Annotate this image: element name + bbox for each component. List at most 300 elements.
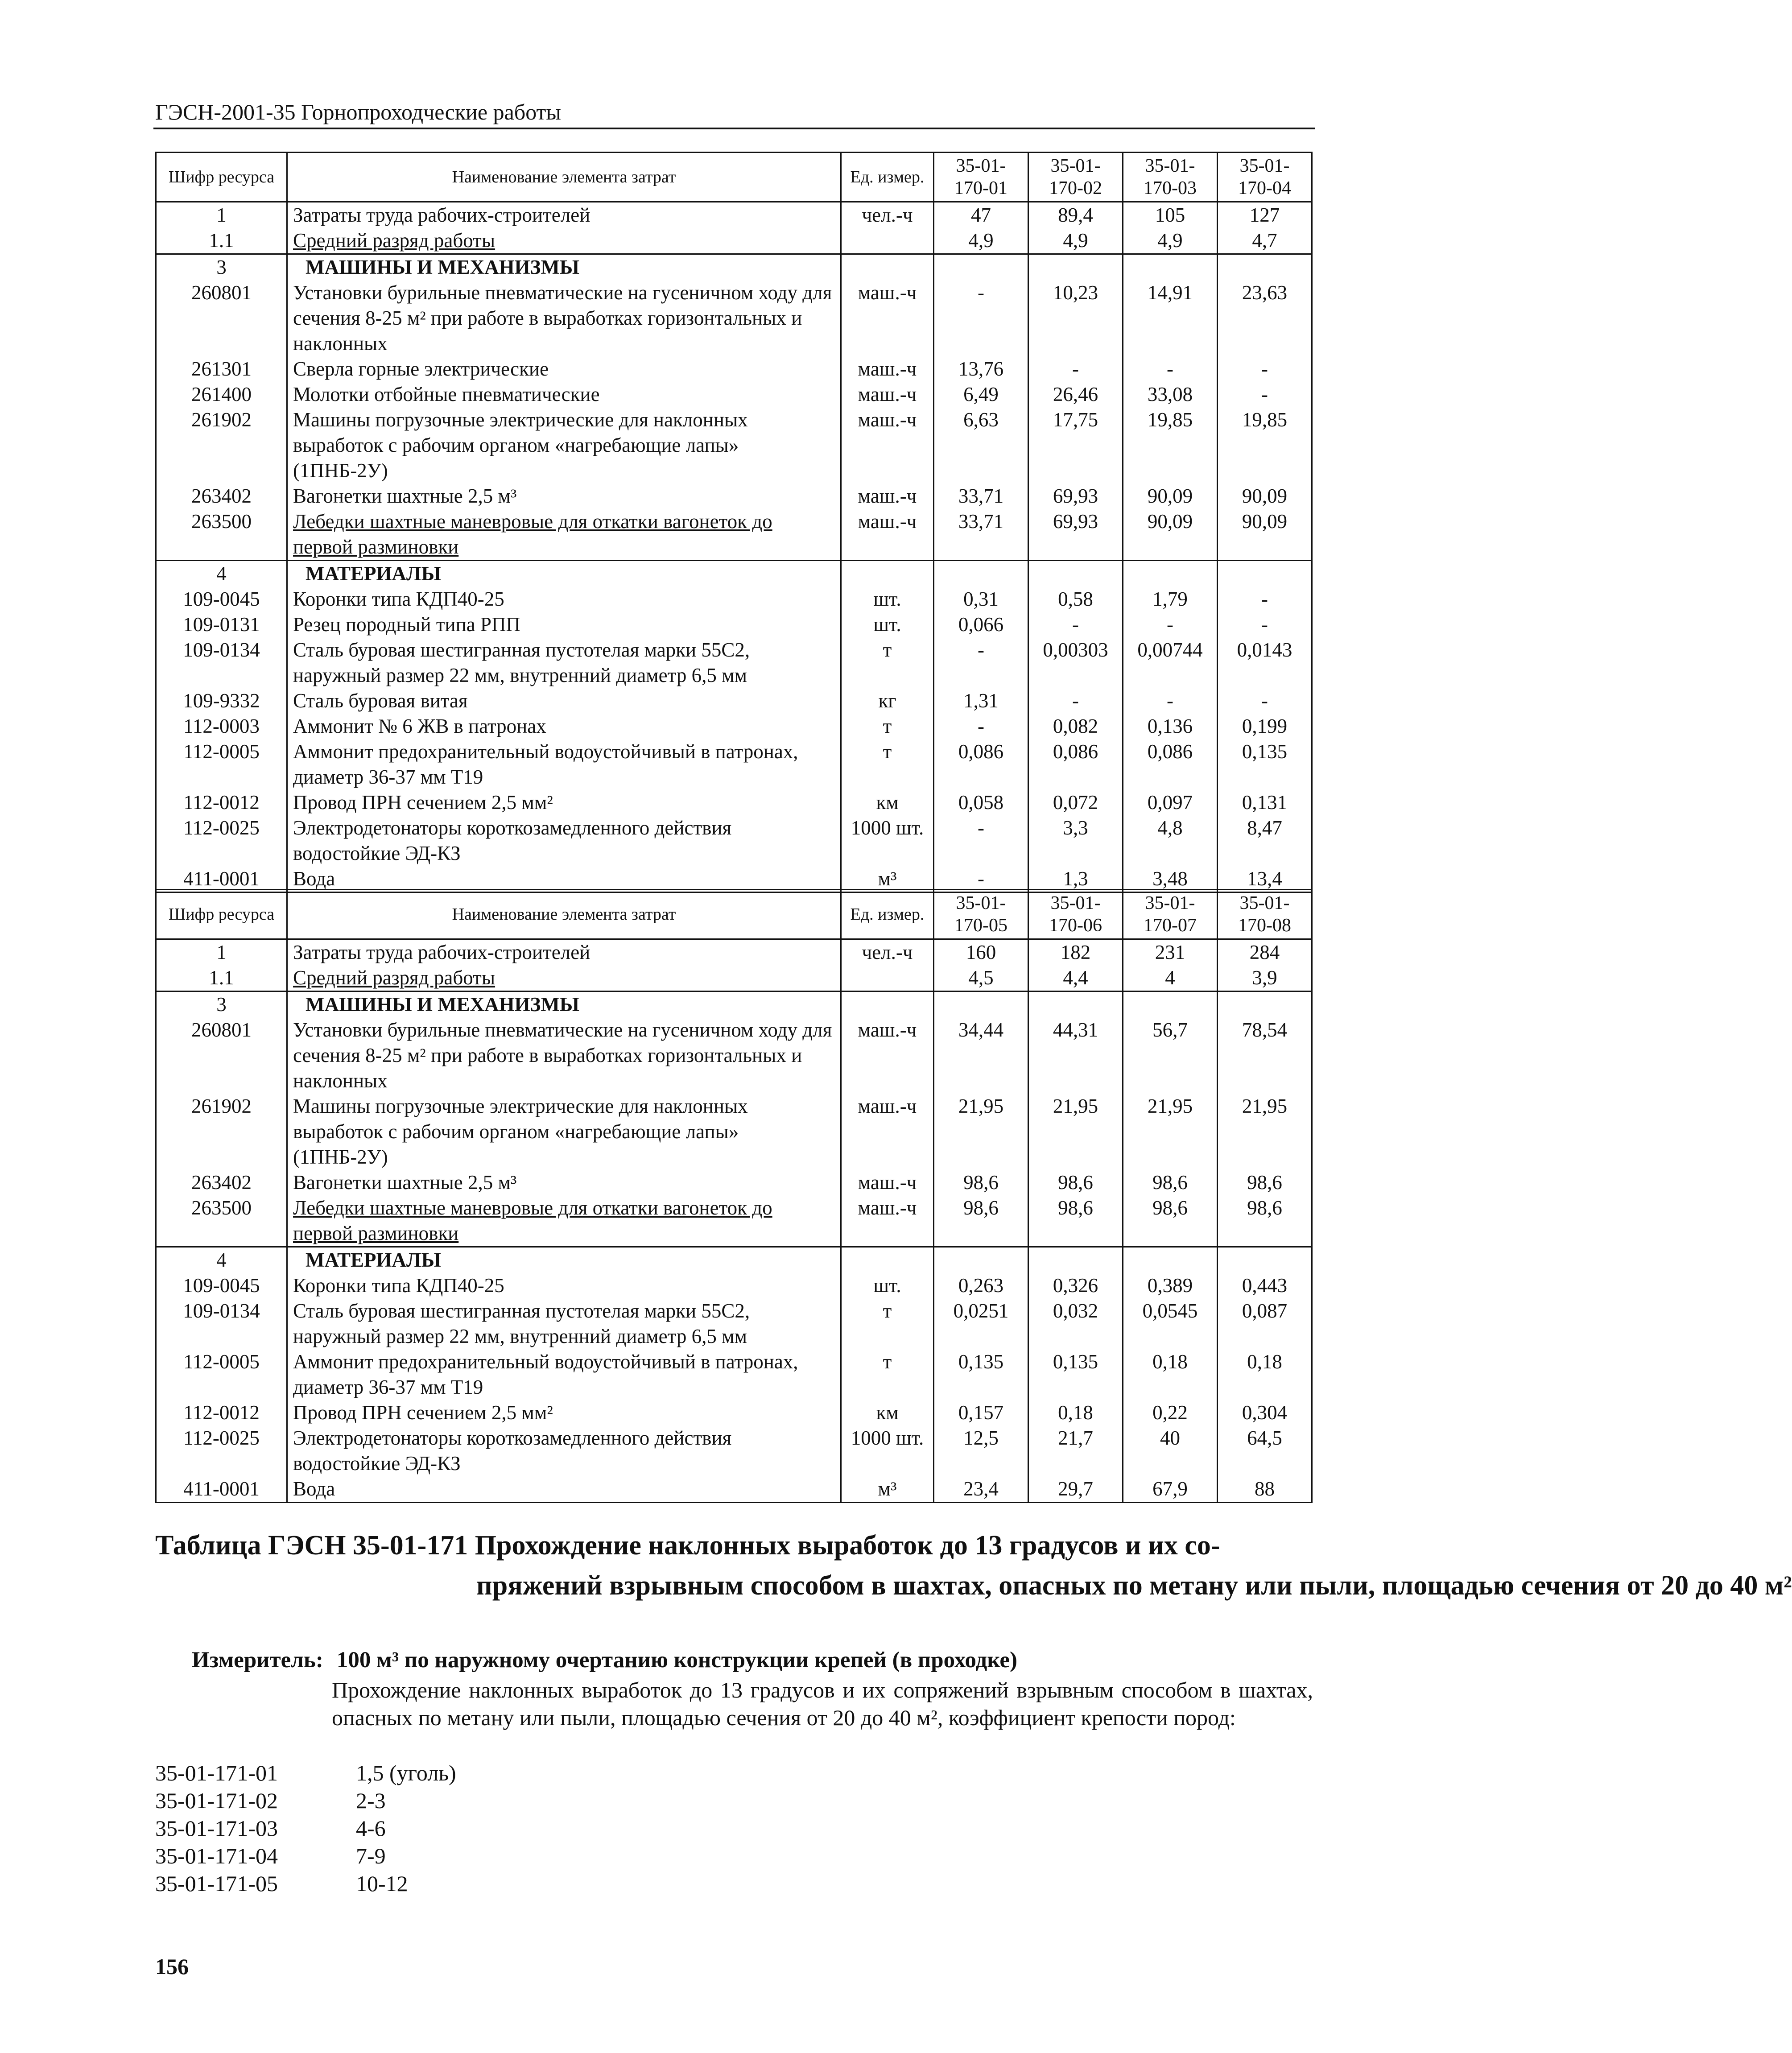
table-row: [156, 815, 1312, 866]
resource-unit: т: [841, 637, 934, 688]
resource-value: 0,00303: [1028, 637, 1123, 688]
resource-value: 13,4: [1218, 866, 1312, 892]
resource-value: 0,263: [934, 1273, 1028, 1298]
resource-value: 0,0545: [1123, 1298, 1218, 1349]
resource-value: -: [1218, 587, 1312, 612]
table-row: [156, 1298, 1312, 1349]
resource-name: Электродетонаторы короткозамедленного действия водостойкие ЭД-КЗ: [287, 1425, 841, 1476]
resource-value: 98,6: [1123, 1170, 1218, 1195]
table-row: [156, 356, 1312, 382]
header-col-code: 35-01- 170-08: [1218, 890, 1312, 939]
resource-value: 69,93: [1028, 509, 1123, 561]
resource-value: 34,44: [934, 1017, 1028, 1094]
resource-code: 109-0134: [156, 637, 287, 688]
resource-value: [1123, 254, 1218, 281]
resource-name: МАШИНЫ И МЕХАНИЗМЫ: [287, 254, 841, 281]
table-row: [156, 1017, 1312, 1094]
resource-table-1: [155, 152, 1313, 893]
resource-value: 0,0251: [934, 1298, 1028, 1349]
resource-value: 98,6: [1028, 1170, 1123, 1195]
resource-name: Провод ПРН сечением 2,5 мм²: [287, 1400, 841, 1425]
resource-value: 127: [1218, 202, 1312, 228]
resource-value: -: [1218, 612, 1312, 637]
header-name: Наименование элемента затрат: [287, 890, 841, 939]
resource-name: Лебедки шахтные маневровые для откатки вагонеток до первой разминовки: [287, 509, 841, 561]
code-row: [155, 1759, 456, 1787]
resource-value: 33,71: [934, 509, 1028, 561]
resource-value: 21,7: [1028, 1425, 1123, 1476]
resource-value: 98,6: [934, 1170, 1028, 1195]
resource-code: 109-9332: [156, 688, 287, 714]
header-unit: Ед. измер.: [841, 890, 934, 939]
resource-code: 1: [156, 202, 287, 228]
resource-value: [934, 561, 1028, 587]
resource-value: 98,6: [1028, 1195, 1123, 1247]
resource-code: 4: [156, 1247, 287, 1273]
resource-code: 112-0005: [156, 1349, 287, 1400]
resource-name: Вода: [287, 1476, 841, 1503]
resource-value: 0,087: [1218, 1298, 1312, 1349]
resource-unit: км: [841, 790, 934, 815]
resource-code: 260801: [156, 280, 287, 356]
resource-value: 29,7: [1028, 1476, 1123, 1503]
resource-unit: [841, 965, 934, 991]
table-row: [156, 1400, 1312, 1425]
resource-code: 3: [156, 254, 287, 281]
table-row: [156, 1195, 1312, 1247]
table-row: [156, 587, 1312, 612]
code-row: [155, 1870, 456, 1897]
resource-value: 6,49: [934, 382, 1028, 407]
resource-unit: маш.-ч: [841, 1094, 934, 1170]
resource-value: -: [1028, 612, 1123, 637]
norm-code: 35-01-171-02: [155, 1788, 278, 1813]
resource-code: 261902: [156, 407, 287, 483]
resource-value: -: [934, 866, 1028, 892]
resource-name: Средний разряд работы: [287, 965, 841, 991]
resource-value: -: [1218, 382, 1312, 407]
resource-value: 0,157: [934, 1400, 1028, 1425]
table-row: [156, 1247, 1312, 1273]
measurer: [192, 1647, 1017, 1673]
resource-unit: маш.-ч: [841, 1170, 934, 1195]
resource-value: 0,135: [934, 1349, 1028, 1400]
resource-value: [1123, 1247, 1218, 1273]
resource-value: 6,63: [934, 407, 1028, 483]
resource-code: 109-0131: [156, 612, 287, 637]
table-row: [156, 790, 1312, 815]
resource-unit: 1000 шт.: [841, 815, 934, 866]
description: Прохождение наклонных выработок до 13 градусов и их сопряжений взрывным способом в шахтах, опасных по метану или пыли, площадью сечения от 20 до 40 м², коэффициент крепости пород:: [332, 1677, 1313, 1730]
resource-value: 40: [1123, 1425, 1218, 1476]
resource-value: [1028, 254, 1123, 281]
code-row: [155, 1787, 456, 1814]
resource-code: 1.1: [156, 965, 287, 991]
resource-value: [1028, 991, 1123, 1018]
resource-unit: чел.-ч: [841, 202, 934, 228]
resource-value: 98,6: [934, 1195, 1028, 1247]
table-row: [156, 561, 1312, 587]
table-row: [156, 637, 1312, 688]
resource-value: [1218, 991, 1312, 1018]
table-title: [155, 1525, 1792, 1606]
code-row: [155, 1814, 456, 1842]
resource-value: 0,082: [1028, 714, 1123, 739]
resource-code: 263500: [156, 509, 287, 561]
table-row: [156, 866, 1312, 892]
running-header: ГЭСН-2001-35 Горнопроходческие работы: [155, 99, 561, 124]
resource-code: 112-0005: [156, 739, 287, 790]
resource-value: 0,066: [934, 612, 1028, 637]
resource-value: 26,46: [1028, 382, 1123, 407]
table-row: [156, 228, 1312, 254]
header-col-code: 35-01- 170-03: [1123, 153, 1218, 202]
resource-value: -: [934, 637, 1028, 688]
resource-name: Лебедки шахтные маневровые для откатки вагонеток до первой разминовки: [287, 1195, 841, 1247]
resource-code: 109-0045: [156, 587, 287, 612]
resource-value: [1218, 1247, 1312, 1273]
table-header: [156, 890, 1312, 939]
resource-unit: км: [841, 1400, 934, 1425]
table-row: [156, 382, 1312, 407]
table-row: [156, 407, 1312, 483]
norm-value: 7-9: [356, 1843, 386, 1868]
resource-name: МАТЕРИАЛЫ: [287, 561, 841, 587]
resource-value: 21,95: [1218, 1094, 1312, 1170]
resource-value: 0,086: [934, 739, 1028, 790]
resource-value: [934, 1247, 1028, 1273]
resource-value: 4,9: [1028, 228, 1123, 254]
resource-value: 44,31: [1028, 1017, 1123, 1094]
header-col-code: 35-01- 170-06: [1028, 890, 1123, 939]
norm-code: 35-01-171-03: [155, 1816, 278, 1841]
resource-name: Сталь буровая шестигранная пустотелая марки 55С2, наружный размер 22 мм, внутренний диаметр 6,5 мм: [287, 1298, 841, 1349]
resource-value: 78,54: [1218, 1017, 1312, 1094]
resource-value: 4,5: [934, 965, 1028, 991]
resource-value: -: [1123, 688, 1218, 714]
resource-value: 12,5: [934, 1425, 1028, 1476]
resource-value: 0,086: [1123, 739, 1218, 790]
resource-name: Средний разряд работы: [287, 228, 841, 254]
resource-value: 67,9: [1123, 1476, 1218, 1503]
table-row: [156, 688, 1312, 714]
table-row: [156, 202, 1312, 228]
resource-value: 1,3: [1028, 866, 1123, 892]
resource-value: 17,75: [1028, 407, 1123, 483]
table-title-line-2: пряжений взрывным способом в шахтах, опасных по метану или пыли, площадью сечения от 20 до 40 м²: [476, 1570, 1792, 1601]
table-row: [156, 714, 1312, 739]
header-code: Шифр ресурса: [156, 153, 287, 202]
resource-name: МАШИНЫ И МЕХАНИЗМЫ: [287, 991, 841, 1018]
resource-value: [1218, 561, 1312, 587]
resource-name: Коронки типа КДП40-25: [287, 1273, 841, 1298]
resource-code: 4: [156, 561, 287, 587]
resource-value: 0,18: [1123, 1349, 1218, 1400]
resource-value: 0,199: [1218, 714, 1312, 739]
table-row: [156, 254, 1312, 281]
resource-value: 0,443: [1218, 1273, 1312, 1298]
table-row: [156, 280, 1312, 356]
resource-name: Вода: [287, 866, 841, 892]
resource-value: 69,93: [1028, 483, 1123, 509]
resource-value: 1,31: [934, 688, 1028, 714]
table-row: [156, 612, 1312, 637]
code-row: [155, 1842, 456, 1870]
resource-value: 23,4: [934, 1476, 1028, 1503]
resource-name: Затраты труда рабочих-строителей: [287, 939, 841, 966]
table-row: [156, 509, 1312, 561]
resource-value: 0,389: [1123, 1273, 1218, 1298]
resource-code: 261301: [156, 356, 287, 382]
resource-value: 0,0143: [1218, 637, 1312, 688]
resource-unit: [841, 228, 934, 254]
resource-value: 98,6: [1123, 1195, 1218, 1247]
resource-value: 90,09: [1123, 483, 1218, 509]
resource-value: 98,6: [1218, 1170, 1312, 1195]
resource-value: 98,6: [1218, 1195, 1312, 1247]
resource-value: [1028, 561, 1123, 587]
resource-name: Аммонит предохранительный водоустойчивый в патронах, диаметр 36-37 мм Т19: [287, 739, 841, 790]
header-code: Шифр ресурса: [156, 890, 287, 939]
norm-code: 35-01-171-01: [155, 1760, 278, 1785]
resource-value: 160: [934, 939, 1028, 966]
resource-value: 0,136: [1123, 714, 1218, 739]
resource-unit: т: [841, 714, 934, 739]
resource-value: 0,22: [1123, 1400, 1218, 1425]
resource-value: 88: [1218, 1476, 1312, 1503]
header-name: Наименование элемента затрат: [287, 153, 841, 202]
resource-unit: м³: [841, 1476, 934, 1503]
resource-value: 0,097: [1123, 790, 1218, 815]
table-body: [156, 202, 1312, 892]
resource-value: 0,131: [1218, 790, 1312, 815]
resource-value: 19,85: [1218, 407, 1312, 483]
resource-name: Машины погрузочные электрические для наклонных выработок с рабочим органом «нагребающие лапы» (1ПНБ-2У): [287, 407, 841, 483]
norm-value: 10-12: [356, 1871, 408, 1896]
table-header: [156, 153, 1312, 202]
resource-code: 3: [156, 991, 287, 1018]
resource-value: 3,3: [1028, 815, 1123, 866]
table-row: [156, 1476, 1312, 1503]
resource-name: Вагонетки шахтные 2,5 м³: [287, 1170, 841, 1195]
resource-unit: маш.-ч: [841, 1017, 934, 1094]
resource-value: -: [934, 815, 1028, 866]
table-title-line-1: Таблица ГЭСН 35-01-171 Прохождение наклонных выработок до 13 градусов и их со-: [155, 1530, 1220, 1561]
resource-value: 21,95: [1123, 1094, 1218, 1170]
resource-code: 1: [156, 939, 287, 966]
resource-name: Аммонит № 6 ЖВ в патронах: [287, 714, 841, 739]
norm-value: 4-6: [356, 1816, 386, 1841]
table-body: [156, 939, 1312, 1503]
resource-unit: маш.-ч: [841, 407, 934, 483]
resource-value: 0,304: [1218, 1400, 1312, 1425]
resource-value: 0,135: [1028, 1349, 1123, 1400]
resource-code: 109-0134: [156, 1298, 287, 1349]
resource-value: 4,9: [1123, 228, 1218, 254]
resource-unit: 1000 шт.: [841, 1425, 934, 1476]
resource-value: 10,23: [1028, 280, 1123, 356]
header-col-code: 35-01- 170-01: [934, 153, 1028, 202]
resource-value: [1123, 991, 1218, 1018]
resource-code: 263402: [156, 1170, 287, 1195]
resource-value: 21,95: [934, 1094, 1028, 1170]
resource-code: 1.1: [156, 228, 287, 254]
resource-value: 0,086: [1028, 739, 1123, 790]
resource-value: 105: [1123, 202, 1218, 228]
resource-value: 64,5: [1218, 1425, 1312, 1476]
resource-value: -: [934, 714, 1028, 739]
resource-unit: [841, 254, 934, 281]
resource-value: -: [1218, 356, 1312, 382]
resource-value: 0,032: [1028, 1298, 1123, 1349]
header-col-code: 35-01- 170-05: [934, 890, 1028, 939]
resource-unit: кг: [841, 688, 934, 714]
resource-code: 112-0025: [156, 1425, 287, 1476]
resource-value: 33,71: [934, 483, 1028, 509]
resource-value: -: [1218, 688, 1312, 714]
resource-name: Сталь буровая витая: [287, 688, 841, 714]
resource-value: 284: [1218, 939, 1312, 966]
resource-unit: [841, 991, 934, 1018]
resource-unit: маш.-ч: [841, 509, 934, 561]
resource-name: Установки бурильные пневматические на гусеничном ходу для сечения 8-25 м² при работе в выработках горизонтальных и наклонных: [287, 1017, 841, 1094]
resource-value: 0,18: [1218, 1349, 1312, 1400]
resource-unit: маш.-ч: [841, 280, 934, 356]
table-row: [156, 1094, 1312, 1170]
resource-value: 0,31: [934, 587, 1028, 612]
resource-value: 0,135: [1218, 739, 1312, 790]
measurer-value: 100 м³ по наружному очертанию конструкции крепей (в проходке): [336, 1648, 1018, 1673]
resource-name: Резец породный типа РПП: [287, 612, 841, 637]
resource-code: 109-0045: [156, 1273, 287, 1298]
table-row: [156, 939, 1312, 966]
resource-value: 182: [1028, 939, 1123, 966]
resource-value: 21,95: [1028, 1094, 1123, 1170]
resource-value: 4,8: [1123, 815, 1218, 866]
resource-value: 19,85: [1123, 407, 1218, 483]
measurer-label: Измеритель:: [192, 1648, 323, 1673]
header-col-code: 35-01- 170-07: [1123, 890, 1218, 939]
resource-value: 4,4: [1028, 965, 1123, 991]
resource-value: -: [1028, 356, 1123, 382]
resource-unit: чел.-ч: [841, 939, 934, 966]
table-row: [156, 991, 1312, 1018]
resource-value: 47: [934, 202, 1028, 228]
resource-value: [934, 254, 1028, 281]
resource-value: 33,08: [1123, 382, 1218, 407]
resource-value: 23,63: [1218, 280, 1312, 356]
resource-name: Коронки типа КДП40-25: [287, 587, 841, 612]
resource-value: 90,09: [1218, 483, 1312, 509]
resource-value: 3,9: [1218, 965, 1312, 991]
resource-unit: шт.: [841, 612, 934, 637]
resource-value: [1123, 561, 1218, 587]
resource-name: Аммонит предохранительный водоустойчивый в патронах, диаметр 36-37 мм Т19: [287, 1349, 841, 1400]
resource-name: Молотки отбойные пневматические: [287, 382, 841, 407]
resource-unit: т: [841, 739, 934, 790]
resource-value: -: [1123, 612, 1218, 637]
resource-value: 231: [1123, 939, 1218, 966]
resource-name: Электродетонаторы короткозамедленного действия водостойкие ЭД-КЗ: [287, 815, 841, 866]
table-row: [156, 1170, 1312, 1195]
resource-value: 56,7: [1123, 1017, 1218, 1094]
resource-value: 3,48: [1123, 866, 1218, 892]
resource-code: 411-0001: [156, 1476, 287, 1503]
resource-value: 1,79: [1123, 587, 1218, 612]
header-unit: Ед. измер.: [841, 153, 934, 202]
resource-name: Машины погрузочные электрические для наклонных выработок с рабочим органом «нагребающие лапы» (1ПНБ-2У): [287, 1094, 841, 1170]
page-number: 156: [155, 1954, 189, 1979]
table-row: [156, 1273, 1312, 1298]
resource-code: 263402: [156, 483, 287, 509]
resource-value: 14,91: [1123, 280, 1218, 356]
header-col-code: 35-01- 170-04: [1218, 153, 1312, 202]
resource-value: [934, 991, 1028, 1018]
norm-value: 2-3: [356, 1788, 386, 1813]
resource-name: МАТЕРИАЛЫ: [287, 1247, 841, 1273]
resource-code: 112-0025: [156, 815, 287, 866]
resource-value: 0,18: [1028, 1400, 1123, 1425]
norm-code: 35-01-171-04: [155, 1843, 278, 1868]
resource-value: 4,7: [1218, 228, 1312, 254]
header-rule: [153, 128, 1315, 129]
resource-unit: [841, 1247, 934, 1273]
resource-unit: [841, 561, 934, 587]
resource-code: 112-0003: [156, 714, 287, 739]
resource-code: 112-0012: [156, 1400, 287, 1425]
resource-unit: т: [841, 1349, 934, 1400]
resource-value: [1028, 1247, 1123, 1273]
resource-name: Установки бурильные пневматические на гусеничном ходу для сечения 8-25 м² при работе в выработках горизонтальных и наклонных: [287, 280, 841, 356]
table-row: [156, 965, 1312, 991]
header-col-code: 35-01- 170-02: [1028, 153, 1123, 202]
resource-unit: т: [841, 1298, 934, 1349]
resource-name: Вагонетки шахтные 2,5 м³: [287, 483, 841, 509]
resource-value: 0,00744: [1123, 637, 1218, 688]
resource-value: 0,058: [934, 790, 1028, 815]
resource-value: 90,09: [1123, 509, 1218, 561]
resource-value: 4,9: [934, 228, 1028, 254]
code-list: [155, 1759, 456, 1897]
table-row: [156, 1349, 1312, 1400]
resource-value: -: [934, 280, 1028, 356]
resource-unit: шт.: [841, 587, 934, 612]
resource-value: [1218, 254, 1312, 281]
resource-unit: м³: [841, 866, 934, 892]
table-row: [156, 483, 1312, 509]
resource-table-2: [155, 889, 1313, 1503]
resource-value: 4: [1123, 965, 1218, 991]
norm-value: 1,5 (уголь): [356, 1760, 456, 1785]
norm-code: 35-01-171-05: [155, 1871, 278, 1896]
resource-name: Провод ПРН сечением 2,5 мм²: [287, 790, 841, 815]
resource-name: Затраты труда рабочих-строителей: [287, 202, 841, 228]
resource-unit: маш.-ч: [841, 382, 934, 407]
resource-name: Сталь буровая шестигранная пустотелая марки 55С2, наружный размер 22 мм, внутренний диаметр 6,5 мм: [287, 637, 841, 688]
resource-value: -: [1028, 688, 1123, 714]
table-row: [156, 739, 1312, 790]
resource-value: 0,072: [1028, 790, 1123, 815]
resource-value: 90,09: [1218, 509, 1312, 561]
resource-code: 261400: [156, 382, 287, 407]
resource-code: 261902: [156, 1094, 287, 1170]
resource-code: 260801: [156, 1017, 287, 1094]
resource-name: Сверла горные электрические: [287, 356, 841, 382]
resource-unit: маш.-ч: [841, 1195, 934, 1247]
resource-value: 13,76: [934, 356, 1028, 382]
resource-unit: маш.-ч: [841, 356, 934, 382]
table-row: [156, 1425, 1312, 1476]
